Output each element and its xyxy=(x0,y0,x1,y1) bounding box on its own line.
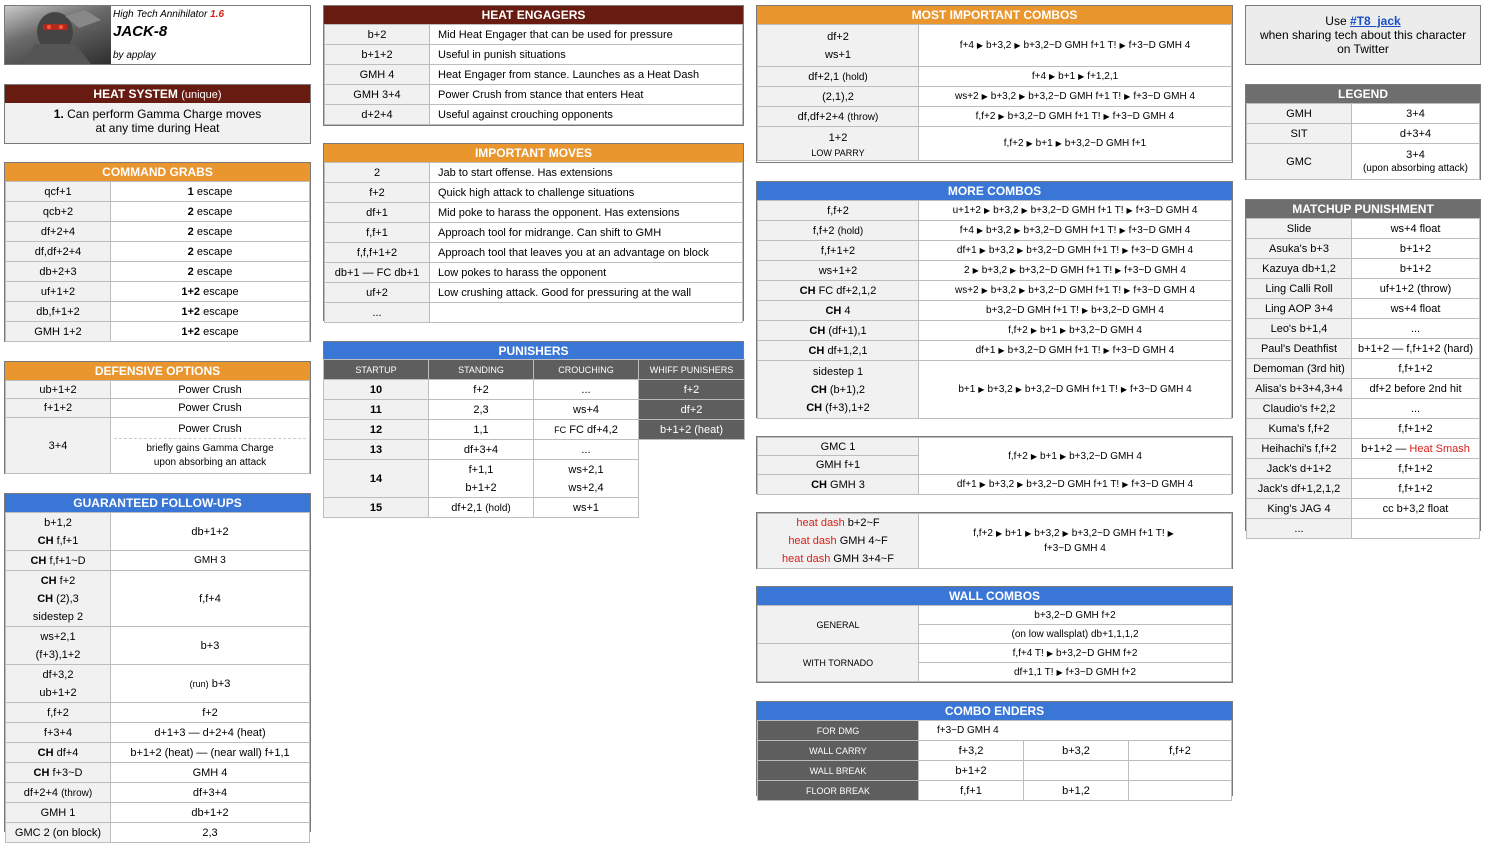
gmc-combos-block xyxy=(756,436,1233,494)
table-row: df,df+2+4 2 escape xyxy=(6,242,310,262)
combo-route: df+1 ▶ b+3,2 ▶ b+3,2~D GMH f+1 T! ▶ f+3~D GMH 4 xyxy=(919,241,1232,261)
table-row: 11 2,3 ws+4 df+2 xyxy=(324,400,745,420)
table-row: 1+2 LOW PARRY f,f+2 ▶ b+1 ▶ b+3,2~D GMH f+1 xyxy=(758,127,1232,161)
important-moves-header: IMPORTANT MOVES xyxy=(324,144,743,162)
table-row: ... xyxy=(1247,519,1480,539)
table-row: Heihachi's f,f+2 b+1+2 — Heat Smash xyxy=(1247,439,1480,459)
table-row: heat dash b+2~F heat dash GMH 4~F heat dash GMH 3+4~F f,f+2 ▶ b+1 ▶ b+3,2 ▶ b+3,2~D GMH f+1 T! ▶ f+3~D GMH 4 xyxy=(758,514,1232,569)
combo-enders-block xyxy=(756,701,1233,796)
table-row: GMC 2 (on block) 2,3 xyxy=(6,823,310,843)
table-row: Claudio's f+2,2 ... xyxy=(1247,399,1480,419)
combo-route: f,f+2 ▶ b+3,2~D GMH f+1 T! ▶ f+3~D GMH 4 xyxy=(919,107,1232,127)
guaranteed-followups-header: GUARANTEED FOLLOW-UPS xyxy=(5,494,310,512)
guaranteed-followups-table xyxy=(5,512,310,843)
table-row: (on low wallsplat) db+1,1,1,2 xyxy=(758,625,1232,644)
character-title: High Tech Annihilator xyxy=(113,9,208,20)
table-row: f,f+2 u+1+2 ▶ b+3,2 ▶ b+3,2~D GMH f+1 T! ▶ f+3~D GMH 4 xyxy=(758,201,1232,221)
combo-route: df+1 ▶ b+3,2 ▶ b+3,2~D GMH f+1 T! ▶ f+3~D GMH 4 xyxy=(919,475,1232,495)
table-row: GMH 3+4 xyxy=(1247,104,1480,124)
heat-dash-block xyxy=(756,512,1233,569)
punishers-block xyxy=(323,341,744,514)
table-row: df+2,1 (hold) f+4 ▶ b+1 ▶ f+1,2,1 xyxy=(758,67,1232,87)
table-row: WITH TORNADO f,f+4 T! ▶ b+3,2~D GHM f+2 xyxy=(758,644,1232,663)
table-row: CH f,f+1~D GMH 3 xyxy=(6,551,310,571)
table-row: Kuma's f,f+2 f,f+1+2 xyxy=(1247,419,1480,439)
more-combos-table xyxy=(757,200,1232,419)
table-row: f,f,f+1+2 Approach tool that leaves you at an advantage on block xyxy=(325,243,743,263)
heat-engagers-table xyxy=(324,24,743,125)
command-grabs-header: COMMAND GRABS xyxy=(5,163,310,181)
table-row: Jack's df+1,2,1,2 f,f+1+2 xyxy=(1247,479,1480,499)
table-row: f,f+1 Approach tool for midrange. Can shift to GMH xyxy=(325,223,743,243)
table-row: f+2 Quick high attack to challenge situations xyxy=(325,183,743,203)
table-row: SIT d+3+4 xyxy=(1247,124,1480,144)
table-row: uf+2 Low crushing attack. Good for pressuring at the wall xyxy=(325,283,743,303)
table-row: 13 df+3+4 ... xyxy=(324,440,745,460)
jack8-robot-icon xyxy=(5,6,111,64)
table-row: db,f+1+2 1+2 escape xyxy=(6,302,310,322)
heat-system-text: 1. Can perform Gamma Charge moves at any time during Heat xyxy=(5,103,310,143)
punishers-header: PUNISHERS xyxy=(323,341,744,359)
table-row: df+2+4 (throw) df+3+4 xyxy=(6,783,310,803)
most-combos-header: MOST IMPORTANT COMBOS xyxy=(757,6,1232,24)
gmc-combos-table xyxy=(757,437,1232,495)
combo-route: f+4 ▶ b+3,2 ▶ b+3,2~D GMH f+1 T! ▶ f+3~D GMH 4 xyxy=(919,25,1232,67)
table-row: Jack's d+1+2 f,f+1+2 xyxy=(1247,459,1480,479)
table-row: GMH 3+4 Power Crush from stance that enters Heat xyxy=(325,85,743,105)
wall-combos-block xyxy=(756,586,1233,683)
table-row: Ling Calli Roll uf+1+2 (throw) xyxy=(1247,279,1480,299)
heat-dash-table xyxy=(757,513,1232,569)
table-row: qcb+2 2 escape xyxy=(6,202,310,222)
heat-system-block xyxy=(4,84,311,144)
table-row: GMH f+1 xyxy=(758,456,1232,475)
table-row: Asuka's b+3 b+1+2 xyxy=(1247,239,1480,259)
defensive-options-block xyxy=(4,361,311,474)
table-row: GMH 1 db+1+2 xyxy=(6,803,310,823)
important-moves-table xyxy=(324,162,743,323)
table-row: Alisa's b+3+4,3+4 df+2 before 2nd hit xyxy=(1247,379,1480,399)
table-row: Demoman (3rd hit) f,f+1+2 xyxy=(1247,359,1480,379)
table-row: df+1,1 T! ▶ f+3~D GMH f+2 xyxy=(758,663,1232,682)
table-row: CH FC df+2,1,2 ws+2 ▶ b+3,2 ▶ b+3,2~D GMH f+1 T! ▶ f+3~D GMH 4 xyxy=(758,281,1232,301)
table-row: b+2 Mid Heat Engager that can be used for pressure xyxy=(325,25,743,45)
table-row: CH f+3~D GMH 4 xyxy=(6,763,310,783)
defensive-options-header: DEFENSIVE OPTIONS xyxy=(5,362,310,380)
combo-route: f,f+2 ▶ b+1 ▶ b+3,2~D GMH 4 xyxy=(919,438,1232,475)
legend-table xyxy=(1246,103,1480,180)
table-row: GMH 4 Heat Engager from stance. Launches as a Heat Dash xyxy=(325,65,743,85)
table-row: df+2 ws+1 f+4 ▶ b+3,2 ▶ b+3,2~D GMH f+1 T! ▶ f+3~D GMH 4 xyxy=(758,25,1232,67)
matchup-punishment-block xyxy=(1245,199,1481,535)
legend-block xyxy=(1245,84,1481,180)
table-row: GMC 3+4 (upon absorbing attack) xyxy=(1247,144,1480,180)
table-row: 14 f+1,1 b+1+2 ws+2,1 ws+2,4 xyxy=(324,460,745,498)
wall-combos-table xyxy=(757,605,1232,682)
more-combos-block xyxy=(756,181,1233,418)
combo-route: df+1 ▶ b+3,2~D GMH f+1 T! ▶ f+3~D GMH 4 xyxy=(919,341,1232,361)
table-row: Paul's Deathfist b+1+2 — f,f+1+2 (hard) xyxy=(1247,339,1480,359)
table-row: f+1+2 Power Crush xyxy=(6,399,310,418)
table-row: f,f+2 f+2 xyxy=(6,703,310,723)
table-row: 3+4 Power Crush briefly gains Gamma Charge upon absorbing an attack xyxy=(6,418,310,474)
table-row: ... xyxy=(325,303,743,323)
table-row: b+1+2 Useful in punish situations xyxy=(325,45,743,65)
table-row: b+1,2 CH f,f+1 db+1+2 xyxy=(6,513,310,551)
command-grabs-block xyxy=(4,162,311,342)
table-row: CH f+2 CH (2),3 sidestep 2 f,f+4 xyxy=(6,571,310,627)
twitter-note-block: Use #T8_jack when sharing tech about this character on Twitter xyxy=(1245,5,1481,65)
table-row: db+2+3 2 escape xyxy=(6,262,310,282)
combo-route: f,f+2 ▶ b+1 ▶ b+3,2~D GMH f+1 xyxy=(919,127,1232,161)
most-combos-table xyxy=(757,24,1232,161)
table-row: Slide ws+4 float xyxy=(1247,219,1480,239)
table-row: sidestep 1 CH (b+1),2 CH (f+3),1+2 b+1 ▶ b+3,2 ▶ b+3,2~D GMH f+1 T! ▶ f+3~D GMH 4 xyxy=(758,361,1232,419)
table-row: qcf+1 1 escape xyxy=(6,182,310,202)
combo-enders-table xyxy=(757,720,1232,801)
table-row: df+1 Mid poke to harass the opponent. Has extensions xyxy=(325,203,743,223)
combo-enders-header: COMBO ENDERS xyxy=(757,702,1232,720)
combo-route: b+1 ▶ b+3,2 ▶ b+3,2~D GMH f+1 T! ▶ f+3~D GMH 4 xyxy=(919,361,1232,419)
most-important-combos-block xyxy=(756,5,1233,163)
combo-route: f,f+2 ▶ b+1 ▶ b+3,2 ▶ b+3,2~D GMH f+1 T! ▶ f+3~D GMH 4 xyxy=(919,514,1232,569)
table-row: FOR DMG f+3~D GMH 4 xyxy=(758,721,1232,741)
heat-system-header: HEAT SYSTEM (unique) xyxy=(5,85,310,103)
combo-route: ws+2 ▶ b+3,2 ▶ b+3,2~D GMH f+1 T! ▶ f+3~D GMH 4 xyxy=(919,87,1232,107)
hashtag-link[interactable]: #T8_jack xyxy=(1349,14,1401,28)
character-name: JACK-8 xyxy=(113,23,168,40)
table-row: Ling AOP 3+4 ws+4 float xyxy=(1247,299,1480,319)
table-row: CH GMH 3 df+1 ▶ b+3,2 ▶ b+3,2~D GMH f+1 T! ▶ f+3~D GMH 4 xyxy=(758,475,1232,495)
table-row: 12 1,1 FC FC df+4,2 b+1+2 (heat) xyxy=(324,420,745,440)
version-label: 1.6 xyxy=(210,9,225,20)
table-row: 10 f+2 ... f+2 xyxy=(324,380,745,400)
table-row: WALL BREAK b+1+2 xyxy=(758,761,1232,781)
table-row: 2 Jab to start offense. Has extensions xyxy=(325,163,743,183)
command-grabs-table xyxy=(5,181,310,342)
table-row: Leo's b+1,4 ... xyxy=(1247,319,1480,339)
table-row: ws+1+2 2 ▶ b+3,2 ▶ b+3,2~D GMH f+1 T! ▶ f+3~D GMH 4 xyxy=(758,261,1232,281)
heat-engagers-header: HEAT ENGAGERS xyxy=(324,6,743,24)
heat-engagers-block xyxy=(323,5,744,126)
table-row: f,f+2 (hold) f+4 ▶ b+3,2 ▶ b+3,2~D GMH f+1 T! ▶ f+3~D GMH 4 xyxy=(758,221,1232,241)
table-row: f+3+4 d+1+3 — d+2+4 (heat) xyxy=(6,723,310,743)
table-row: WALL CARRY f+3,2 b+3,2 f,f+2 xyxy=(758,741,1232,761)
combo-route: f+4 ▶ b+3,2 ▶ b+3,2~D GMH f+1 T! ▶ f+3~D GMH 4 xyxy=(919,221,1232,241)
table-row: Kazuya db+1,2 b+1+2 xyxy=(1247,259,1480,279)
table-row: CH (df+1),1 f,f+2 ▶ b+1 ▶ b+3,2~D GMH 4 xyxy=(758,321,1232,341)
table-row: STARTUP STANDING CROUCHING WHIFF PUNISHERS xyxy=(324,360,745,380)
defensive-options-table xyxy=(5,380,310,474)
table-row: ws+2,1 (f+3),1+2 b+3 xyxy=(6,627,310,665)
wall-combos-header: WALL COMBOS xyxy=(757,587,1232,605)
table-row: (2,1),2 ws+2 ▶ b+3,2 ▶ b+3,2~D GMH f+1 T! ▶ f+3~D GMH 4 xyxy=(758,87,1232,107)
matchup-table xyxy=(1246,218,1480,539)
table-row: uf+1+2 1+2 escape xyxy=(6,282,310,302)
table-row: d+2+4 Useful against crouching opponents xyxy=(325,105,743,125)
combo-route: f+4 ▶ b+1 ▶ f+1,2,1 xyxy=(919,67,1232,87)
legend-header: LEGEND xyxy=(1246,85,1480,103)
guaranteed-followups-block xyxy=(4,493,311,839)
table-row: ub+1+2 Power Crush xyxy=(6,381,310,399)
combo-route: b+3,2~D GMH f+1 T! ▶ b+3,2~D GMH 4 xyxy=(919,301,1232,321)
combo-route: 2 ▶ b+3,2 ▶ b+3,2~D GMH f+1 T! ▶ f+3~D GMH 4 xyxy=(919,261,1232,281)
table-row: GENERAL b+3,2~D GMH f+2 xyxy=(758,606,1232,625)
table-row: GMH 1+2 1+2 escape xyxy=(6,322,310,342)
combo-route: u+1+2 ▶ b+3,2 ▶ b+3,2~D GMH f+1 T! ▶ f+3~D GMH 4 xyxy=(919,201,1232,221)
table-row: King's JAG 4 cc b+3,2 float xyxy=(1247,499,1480,519)
table-row: 15 df+2,1 (hold) ws+1 xyxy=(324,498,745,518)
table-row: GMC 1 f,f+2 ▶ b+1 ▶ b+3,2~D GMH 4 xyxy=(758,438,1232,456)
table-row: df+3,2 ub+1+2 (run) b+3 xyxy=(6,665,310,703)
table-row: CH 4 b+3,2~D GMH f+1 T! ▶ b+3,2~D GMH 4 xyxy=(758,301,1232,321)
title-block xyxy=(4,5,311,65)
important-moves-block xyxy=(323,143,744,321)
author-label: by applay xyxy=(113,50,156,61)
matchup-header: MATCHUP PUNISHMENT xyxy=(1246,200,1480,218)
table-row: CH df+1,2,1 df+1 ▶ b+3,2~D GMH f+1 T! ▶ f+3~D GMH 4 xyxy=(758,341,1232,361)
table-row: db+1 — FC db+1 Low pokes to harass the opponent xyxy=(325,263,743,283)
character-portrait xyxy=(5,6,111,64)
table-row: CH df+4 b+1+2 (heat) — (near wall) f+1,1 xyxy=(6,743,310,763)
combo-route: f,f+2 ▶ b+1 ▶ b+3,2~D GMH 4 xyxy=(919,321,1232,341)
table-row: df+2+4 2 escape xyxy=(6,222,310,242)
more-combos-header: MORE COMBOS xyxy=(757,182,1232,200)
table-row: df,df+2+4 (throw) f,f+2 ▶ b+3,2~D GMH f+1 T! ▶ f+3~D GMH 4 xyxy=(758,107,1232,127)
table-row: FLOOR BREAK f,f+1 b+1,2 xyxy=(758,781,1232,801)
punishers-table xyxy=(323,359,745,518)
combo-route: ws+2 ▶ b+3,2 ▶ b+3,2~D GMH f+1 T! ▶ f+3~D GMH 4 xyxy=(919,281,1232,301)
table-row: f,f+1+2 df+1 ▶ b+3,2 ▶ b+3,2~D GMH f+1 T! ▶ f+3~D GMH 4 xyxy=(758,241,1232,261)
